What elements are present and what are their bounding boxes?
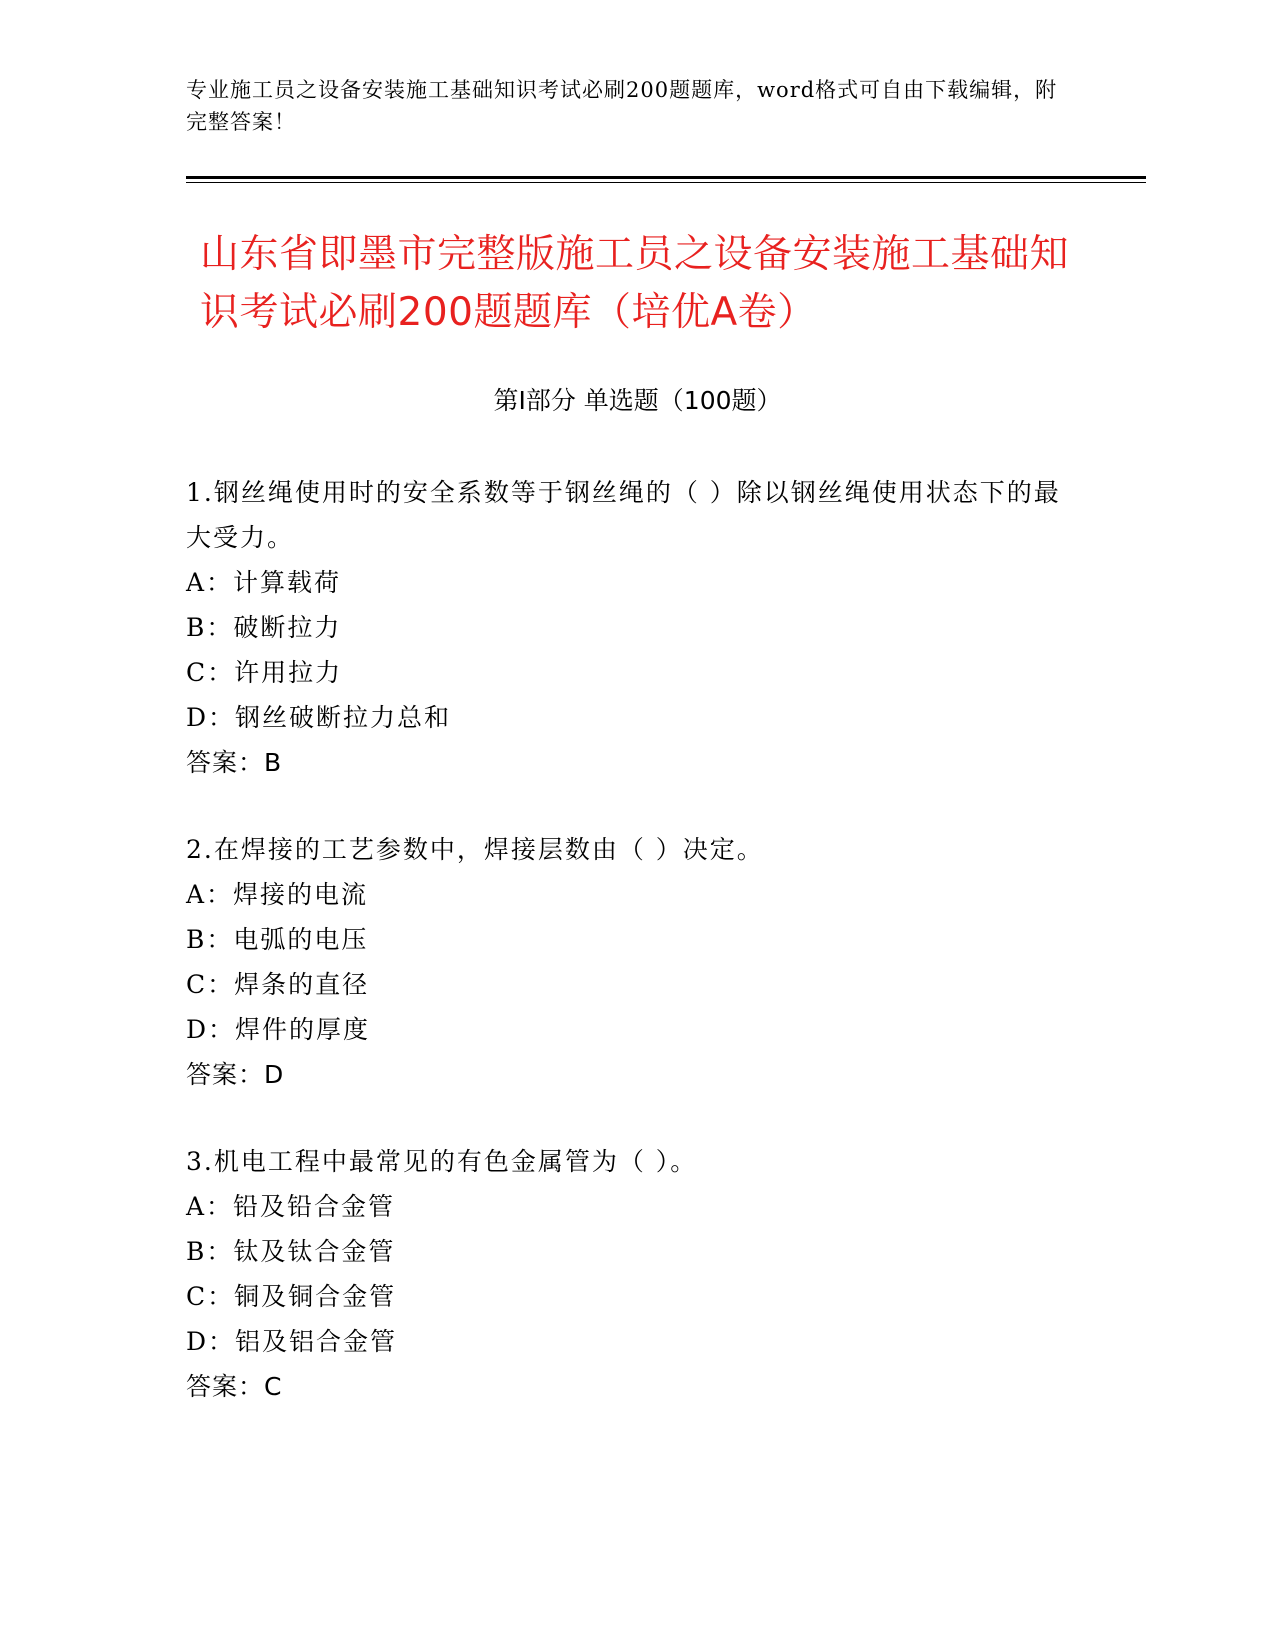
option-b: B：破断拉力 <box>186 613 342 642</box>
option-a: A：计算载荷 <box>186 568 342 597</box>
answer: 答案：B <box>186 748 283 777</box>
option-c: C：许用拉力 <box>186 658 343 687</box>
answer: 答案：D <box>186 1060 285 1089</box>
header-divider-thin <box>186 182 1146 183</box>
option-b: B：钛及钛合金管 <box>186 1237 396 1266</box>
section-heading: 第Ⅰ部分 单选题（100题） <box>493 386 782 415</box>
question-1 <box>186 470 1086 785</box>
answer: 答案：C <box>186 1372 283 1401</box>
option-c: C：铜及铜合金管 <box>186 1282 397 1311</box>
option-d: D：钢丝破断拉力总和 <box>186 703 452 732</box>
document-title: 山东省即墨市完整版施工员之设备安装施工基础知识考试必刷200题题库（培优A卷） <box>200 232 1070 335</box>
question-stem: 3.机电工程中最常见的有色金属管为（ ）。 <box>186 1147 698 1176</box>
option-d: D：铝及铝合金管 <box>186 1327 398 1356</box>
option-a: A：铅及铅合金管 <box>186 1192 396 1221</box>
option-b: B：电弧的电压 <box>186 925 369 954</box>
header-divider-thick <box>186 176 1146 179</box>
option-c: C：焊条的直径 <box>186 970 370 999</box>
question-2 <box>186 827 1086 1097</box>
question-stem: 2.在焊接的工艺参数中，焊接层数由（ ）决定。 <box>186 835 764 864</box>
option-a: A：焊接的电流 <box>186 880 369 909</box>
question-3 <box>186 1139 1086 1409</box>
question-stem: 1.钢丝绳使用时的安全系数等于钢丝绳的（ ）除以钢丝绳使用状态下的最大受力。 <box>186 478 1061 552</box>
option-d: D：焊件的厚度 <box>186 1015 371 1044</box>
header-note: 专业施工员之设备安装施工基础知识考试必刷200题题库，word格式可自由下载编辑，附完整答案！ <box>186 78 1058 134</box>
question-list <box>186 470 1086 1451</box>
